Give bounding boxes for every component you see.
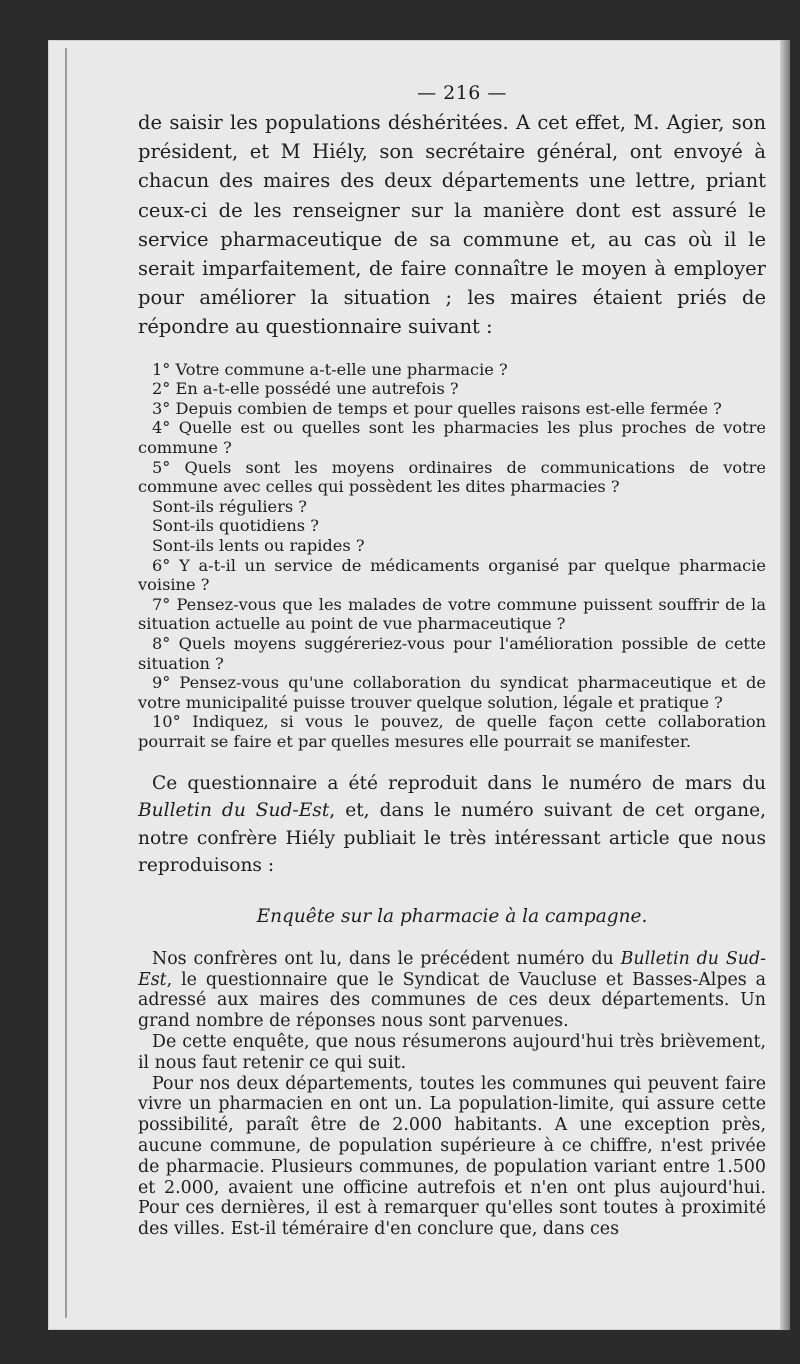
page-content <box>138 82 766 1240</box>
article-text-a: Nos confrères ont lu, dans le précédent numéro du <box>152 948 621 969</box>
page-number: — 216 — <box>417 82 507 104</box>
bulletin-title: Bulletin du Sud-Est <box>138 800 330 822</box>
question-item: 4° Quelle est ou quelles sont les pharmacies les plus proches de votre commune ? <box>138 418 766 457</box>
article-paragraph: De cette enquête, que nous résumerons aujourd'hui très brièvement, il nous faut retenir ce qui suit. <box>138 1032 766 1073</box>
article-paragraph <box>138 949 766 1032</box>
page-fold-shadow <box>780 40 790 1330</box>
question-sub-item: Sont-ils lents ou rapides ? <box>152 535 365 555</box>
bulletin-paragraph <box>138 770 766 880</box>
article-paragraph: Pour nos deux départements, toutes les communes qui peuvent faire vivre un pharmacien en ont un. La population-limite, qui assure cette possibilité, paraît être de 2.000 habitants. A une exception près, aucune commune, de population supérieure à ce chiffre, n'est privée de pharmacie. Plusieurs communes, de population variant entre 1.500 et 2.000, avaient une officine autrefois et n'en ont plus aujourd'hui. Pour ces dernières, il est à remarquer qu'elles sont toutes à proximité des villes. Est-il téméraire d'en conclure que, dans ces <box>138 1073 766 1240</box>
page-left-rule <box>65 48 67 1318</box>
question-item: 2° En a-t-elle possédé une autrefois ? <box>152 379 459 399</box>
bulletin-text-a: Ce questionnaire a été reproduit dans le numéro de mars du <box>152 772 766 794</box>
article-body <box>138 949 766 1240</box>
bulletin-text-c: , et, dans le numéro suivant de cet organe, notre confrère Hiély publiait le très intéressant article que nous reproduisons : <box>138 800 766 877</box>
article-bulletin-title: Bulletin du Sud-Est <box>138 948 766 990</box>
intro-paragraph: de saisir les populations déshéritées. A cet effet, M. Agier, son président, et M Hiély, son secrétaire général, ont envoyé à chacun des maires des deux départements une lettre, priant ceux-ci de les renseigner sur la manière dont est assuré le service pharmaceutique de sa commune et, au cas où il le serait imparfaitement, de faire connaître le moyen à employer pour améliorer la situation ; les maires étaient priés de répondre au questionnaire suivant : <box>138 111 766 339</box>
question-item: 1° Votre commune a-t-elle une pharmacie ? <box>152 359 508 379</box>
article-text-c: , le questionnaire que le Syndicat de Vaucluse et Basses-Alpes a adressé aux maires des communes de ces deux départements. Un grand nombre de réponses nous sont parvenues. <box>138 969 766 1032</box>
questionnaire <box>138 360 766 752</box>
question-sub-item: Sont-ils réguliers ? <box>152 496 307 516</box>
question-item: 6° Y a-t-il un service de médicaments organisé par quelque pharmacie voisine ? <box>138 555 766 595</box>
question-item: 9° Pensez-vous qu'une collaboration du syndicat pharmaceutique et de votre municipalité puisse trouver quelque solution, légale et pratique ? <box>138 673 766 712</box>
question-item: 8° Quels moyens suggéreriez-vous pour l'amélioration possible de cette situation ? <box>138 633 766 673</box>
question-item: 5° Quels sont les moyens ordinaires de communications de votre commune avec celles qui possèdent les dites pharmacies ? <box>138 457 766 497</box>
question-item: 3° Depuis combien de temps et pour quelles raisons est-elle fermée ? <box>152 398 722 418</box>
article-heading: Enquête sur la pharmacie à la campagne. <box>256 905 648 927</box>
question-sub-item: Sont-ils quotidiens ? <box>152 516 319 536</box>
question-item: 7° Pensez-vous que les malades de votre commune puissent souffrir de la situation actuelle au point de vue pharmaceutique ? <box>138 594 766 634</box>
question-item: 10° Indiquez, si vous le pouvez, de quelle façon cette collaboration pourrait se faire et par quelles mesures elle pourrait se manifester. <box>138 712 766 751</box>
